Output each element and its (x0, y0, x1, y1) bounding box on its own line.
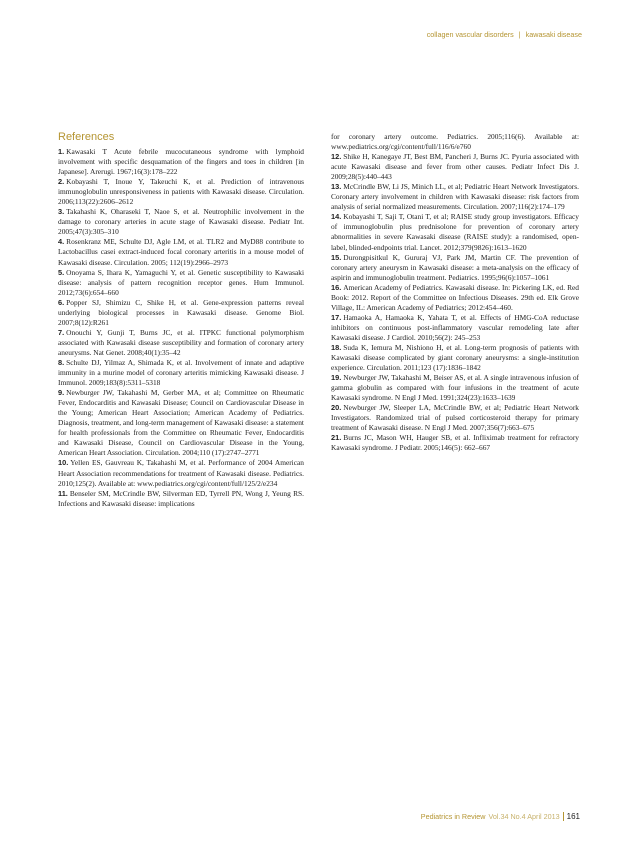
reference-number: 14. (331, 212, 342, 222)
reference-text: Schulte DJ, Yilmaz A, Shimada K, et al. Involvement of innate and adaptive immunity in a murine model of coronary arteritis mimicking Kawasaki disease. J Immunol. 2009;183(8):5311–5318 (58, 357, 304, 388)
reference-item (58, 458, 304, 488)
reference-number: 12. (331, 152, 342, 162)
reference-item (331, 343, 579, 373)
reference-item (58, 207, 304, 237)
page-number: 161 (566, 812, 580, 821)
reference-text: Kobayashi T, Inoue Y, Takeuchi K, et al. Prediction of intravenous immunoglobulin unresponsiveness in patients with Kawasaki disease. Circulation. 2006;113(22):2606–2612 (58, 177, 304, 207)
reference-text: Benseler SM, McCrindle BW, Silverman ED, Tyrrell PN, Wong J, Yeung RS. Infections and Kawasaki disease: implications (58, 488, 304, 508)
reference-text: Burns JC, Mason WH, Hauger SB, et al. Infliximab treatment for refractory Kawasaki syndrome. J Pediatr. 2005;146(5): 662–667 (331, 433, 579, 453)
reference-item (331, 132, 579, 152)
reference-text: Takahashi K, Oharaseki T, Naoe S, et al. Neutrophilic involvement in the damage to coronary arteries in acute stage of Kawasaki disease. Pediatr Int. 2005;47(3):305–310 (58, 207, 304, 237)
reference-text: American Academy of Pediatrics. Kawasaki disease. In: Pickering LK, ed. Red Book: 2012. Report of the Committee on Infectious Diseases. 29th ed. Elk Grove Village, IL: American Academy of Pediatrics; 2012:454–460. (331, 282, 579, 312)
reference-number: 16. (331, 282, 342, 292)
reference-number: 4. (58, 237, 65, 247)
running-header (427, 30, 582, 39)
right-reference-list (331, 132, 579, 454)
page-footer (421, 812, 580, 821)
reference-item (58, 177, 304, 207)
footer-journal: Pediatrics in Review (420, 812, 486, 821)
reference-number: 7. (58, 327, 65, 337)
reference-number: 9. (58, 388, 65, 398)
reference-number: 17. (331, 312, 342, 322)
reference-item (331, 253, 579, 283)
reference-number: 18. (331, 342, 342, 352)
reference-text: Kawasaki T Acute febrile mucocutaneous syndrome with lymphoid involvement with specific desquamation of the fingers and toes in children [in Japanese]. Arerugi. 1967;16(3):178–222 (58, 147, 304, 177)
references-heading: References (58, 131, 115, 143)
reference-item (331, 182, 579, 212)
reference-item (331, 212, 579, 252)
reference-number: 11. (58, 488, 68, 498)
reference-item (58, 147, 304, 177)
reference-text: Durongpisitkul K, Gururaj VJ, Park JM, Martin CF. The prevention of coronary artery aneurysm in Kawasaki disease: a meta-analysis on the efficacy of aspirin and immunoglobulin treatment. Pediatrics. 1995;96(6):1057–1061 (331, 252, 579, 282)
reference-number: 2. (58, 177, 65, 187)
reference-number: 15. (331, 252, 342, 262)
reference-item (58, 237, 304, 267)
header-section: collagen vascular disorders (426, 30, 514, 39)
reference-number: 1. (58, 147, 65, 156)
reference-text: Newburger JW, Sleeper LA, McCrindle BW, et al; Pediatric Heart Network Investigators. Randomized trial of pulsed corticosteroid therapy for primary treatment of Kawasaki disease. N Engl J Med. 2007;356(7):663–675 (331, 403, 579, 433)
reference-number: 21. (331, 433, 342, 443)
reference-text: Onoyama S, Ihara K, Yamaguchi Y, et al. Genetic susceptibility to Kawasaki disease: analysis of pattern recognition receptor genes. Hum Immunol. 2012;73(6):654–660 (58, 267, 304, 297)
reference-number: 20. (331, 403, 342, 413)
reference-text: for coronary artery outcome. Pediatrics. 2005;116(6). Available at: www.pediatrics.org/cgi/content/full/116/6/e760 (331, 132, 579, 152)
reference-item (58, 358, 304, 388)
reference-item (58, 489, 304, 509)
reference-text: Suda K, Iemura M, Nishiono H, et al. Long-term prognosis of patients with Kawasaki disease complicated by giant coronary aneurysms: a single-institution experience. Circulation. 2011;123 (17):1836–1842 (331, 342, 579, 373)
left-reference-list (58, 147, 304, 509)
reference-item (331, 283, 579, 313)
reference-text: Newburger JW, Takahashi M, Beiser AS, et al. A single intravenous infusion of gamma globulin as compared with four infusions in the treatment of acute Kawasaki syndrome. N Engl J Med. 1991;324(23):1633–1639 (331, 373, 579, 403)
reference-item (58, 298, 304, 328)
reference-text: Yellen ES, Gauvreau K, Takahashi M, et al. Performance of 2004 American Heart Association recommendations for treatment of Kawasaki disease. Pediatrics. 2010;125(2). Available at: www.pediatrics.org/cgi/content/full/125/2/e234 (58, 458, 304, 488)
header-topic: kawasaki disease (525, 30, 582, 39)
reference-text: Hamaoka A, Hamaoka K, Yahata T, et al. Effects of HMG-CoA reductase inhibitors on continuous post-inflammatory vascular remodeling late after Kawasaki disease. J Cardiol. 2010;56(2): 245–253 (331, 312, 579, 342)
reference-number: 10. (58, 458, 69, 468)
reference-item (331, 433, 579, 453)
reference-number: 3. (58, 207, 65, 217)
footer-divider (563, 812, 564, 821)
reference-number: 8. (58, 357, 65, 367)
reference-number: 13. (331, 182, 342, 192)
reference-text: Popper SJ, Shimizu C, Shike H, et al. Gene-expression patterns reveal underlying biological processes in Kawasaki disease. Genome Biol. 2007;8(12):R261 (58, 297, 304, 327)
reference-item (331, 403, 579, 433)
reference-number: 19. (331, 373, 342, 383)
reference-text: Shike H, Kanegaye JT, Best BM, Pancheri J, Burns JC. Pyuria associated with acute Kawasaki disease and fever from other causes. Pediatr Infect Dis J. 2009;28(5):440–443 (331, 152, 579, 182)
reference-number: 6. (58, 297, 65, 307)
references-left-column (58, 131, 304, 509)
reference-text: McCrindle BW, Li JS, Minich LL, et al; Pediatric Heart Network Investigators. Coronary artery involvement in children with Kawasaki disease: risk factors from analysis of serial normalized measurements. Circulation. 2007;116(2):174–179 (331, 182, 579, 212)
reference-text: Kobayashi T, Saji T, Otani T, et al; RAISE study group investigators. Efficacy of immunoglobulin plus prednisolone for prevention of coronary artery abnormalities in severe Kawasaki disease (RAISE study): a randomised, open-label, blinded-endpoints trial. Lancet. 2012;379(9826):1613–1620 (331, 212, 579, 252)
header-separator: | (518, 30, 521, 39)
reference-item (58, 328, 304, 358)
reference-item (58, 388, 304, 458)
references-right-column (331, 132, 579, 454)
reference-text: Onouchi Y, Gunji T, Burns JC, et al. ITPKC functional polymorphism associated with Kawasaki disease susceptibility and formation of coronary artery aneurysms. Nat Genet. 2008;40(1):35–42 (58, 327, 304, 357)
reference-text: Newburger JW, Takahashi M, Gerber MA, et al; Committee on Rheumatic Fever, Endocarditis and Kawasaki Disease; Council on Cardiovascular Disease in the Young; American Heart Association; American Academy of Pediatrics. Diagnosis, treatment, and long-term management of Kawasaki disease: a statement for health professionals from the Committee on Rheumatic Fever, Endocarditis and Kawasaki Disease, Council on Cardiovascular Disease in the Young, American Heart Association. Circulation. 2004;110 (17):2747–2771 (58, 388, 304, 458)
reference-item (58, 268, 304, 298)
reference-number: 5. (58, 267, 65, 277)
reference-item (331, 152, 579, 182)
reference-text: Rosenkranz ME, Schulte DJ, Agle LM, et al. TLR2 and MyD88 contribute to Lactobacillus casei extract-induced focal coronary arteritis in a mouse model of Kawasaki disease. Circulation. 2005; 112(19):2966–2973 (58, 237, 304, 267)
reference-item (331, 313, 579, 343)
reference-item (331, 373, 579, 403)
footer-volume: Vol.34 No.4 April 2013 (488, 812, 560, 821)
